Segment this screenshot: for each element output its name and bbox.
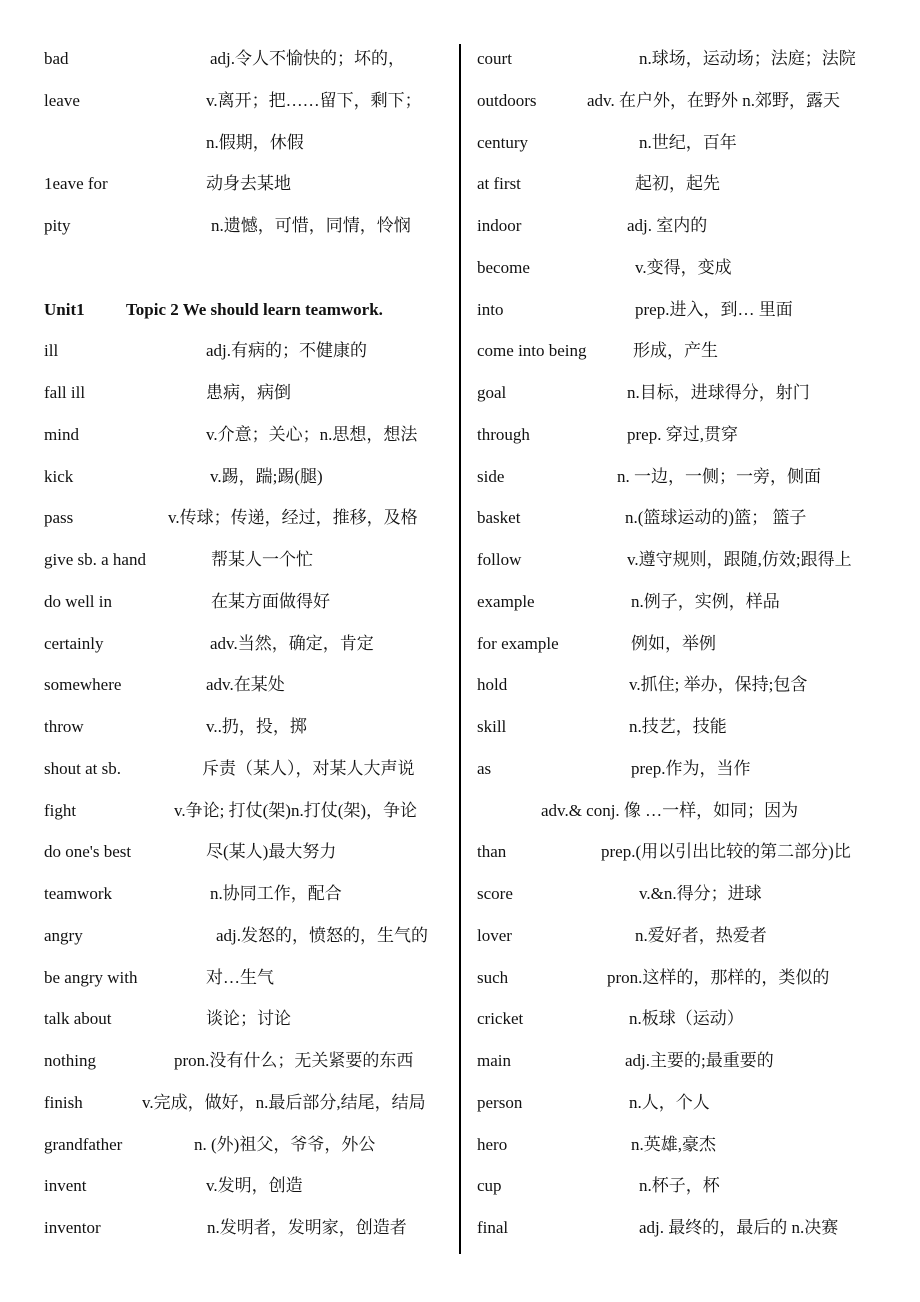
vocab-word: grandfather (44, 1134, 123, 1154)
vocab-row (44, 581, 449, 623)
vocab-definition: adv.当然，确定，肯定 (210, 633, 374, 653)
vocab-row (477, 205, 882, 247)
vocab-definition: n.杯子，杯 (639, 1176, 720, 1196)
vocab-definition: 起初，起先 (635, 174, 720, 194)
column-divider (459, 44, 461, 1254)
vocab-definition: n.发明者，发明家，创造者 (207, 1218, 407, 1237)
vocab-word: invent (44, 1176, 87, 1196)
vocab-word: shout at sb. (44, 758, 121, 778)
vocab-row (44, 497, 449, 539)
vocab-word: inventor (44, 1218, 101, 1237)
vocab-definition: 例如，举例 (631, 633, 716, 653)
vocab-row (44, 1165, 449, 1207)
vocab-row (477, 38, 882, 80)
vocab-definition: v.&n.得分；进球 (639, 884, 762, 903)
vocab-definition: 谈论；讨论 (206, 1009, 291, 1029)
vocab-definition: n. (外)祖父，爷爷，外公 (194, 1134, 376, 1154)
vocab-definition: 对…生气 (206, 967, 274, 987)
vocab-row (477, 80, 882, 122)
vocab-definition: adj.发怒的，愤怒的，生气的 (216, 925, 429, 945)
vocab-row (477, 706, 882, 748)
vocab-definition: n.爱好者，热爱者 (635, 925, 767, 945)
vocab-row (477, 915, 882, 957)
vocab-word: lover (477, 925, 512, 945)
blank-row (44, 247, 449, 289)
vocab-definition: n.遗憾，可惜，同情，怜悯 (211, 216, 411, 235)
vocab-word: hold (477, 675, 508, 695)
vocab-definition: adj. 最终的，最后的 n.决赛 (639, 1218, 839, 1237)
vocab-word: kick (44, 466, 74, 486)
vocab-definition: prep.进入，到… 里面 (635, 299, 793, 319)
vocab-word: basket (477, 508, 521, 528)
vocab-word: skill (477, 717, 507, 736)
vocab-word: through (477, 424, 530, 444)
vocab-definition: v.遵守规则，跟随,仿效;跟得上 (627, 550, 852, 569)
vocab-word: for example (477, 633, 559, 653)
vocab-word: pass (44, 508, 74, 528)
vocab-definition: n.技艺，技能 (629, 717, 727, 736)
vocab-word: nothing (44, 1051, 96, 1070)
vocab-definition: v..扔，投，掷 (206, 717, 307, 736)
vocab-definition: 形成，产生 (633, 341, 718, 361)
vocab-definition: n.(篮球运动的)篮； 篮子 (625, 508, 807, 528)
vocab-word: fall ill (44, 383, 86, 402)
vocab-definition: 在某方面做得好 (211, 591, 330, 611)
vocab-word: become (477, 257, 530, 277)
vocab-definition: n.世纪，百年 (639, 132, 737, 152)
vocab-row (477, 873, 882, 915)
vocab-word: talk about (44, 1009, 112, 1029)
vocab-row (477, 1124, 882, 1166)
vocab-word: do one's best (44, 842, 132, 862)
vocab-row (44, 706, 449, 748)
vocab-word: somewhere (44, 675, 122, 695)
vocab-row (477, 372, 882, 414)
vocab-word: main (477, 1051, 511, 1070)
vocab-definition: v.离开；把……留下，剩下； (206, 90, 422, 110)
vocab-row (477, 247, 882, 289)
vocab-row (477, 664, 882, 706)
topic-title: Topic 2 We should learn teamwork. (126, 299, 383, 319)
vocab-definition: prep.作为，当作 (631, 758, 751, 778)
vocab-definition: n.目标，进球得分，射门 (627, 383, 810, 402)
vocab-definition: n.球场，运动场；法庭；法院 (639, 49, 856, 68)
vocab-word: side (477, 466, 505, 486)
vocab-word: as (477, 758, 492, 778)
vocab-definition: prep. 穿过,贯穿 (627, 424, 738, 444)
vocab-word: mind (44, 424, 79, 444)
vocab-row (477, 790, 882, 832)
vocab-row (44, 915, 449, 957)
vocab-word: pity (44, 216, 71, 235)
vocab-row (477, 1207, 882, 1249)
vocab-definition: n.英雄,豪杰 (631, 1134, 716, 1154)
vocab-row (477, 163, 882, 205)
vocab-definition: v.传球；传递，经过，推移，及格 (168, 508, 418, 528)
left-vocab-column (44, 38, 449, 1249)
vocab-definition: pron.这样的，那样的，类似的 (607, 967, 830, 987)
vocab-word: do well in (44, 591, 112, 611)
vocab-definition: n.例子，实例，样品 (631, 591, 780, 611)
vocab-word: final (477, 1218, 509, 1237)
vocab-definition: v.完成，做好，n.最后部分,结尾，结局 (142, 1092, 426, 1112)
vocab-row (477, 623, 882, 665)
vocab-row (477, 497, 882, 539)
vocab-word: score (477, 884, 513, 903)
vocab-word: finish (44, 1092, 83, 1112)
vocab-word: court (477, 49, 512, 68)
vocab-definition: v.踢，踹;踢(腿) (210, 466, 323, 486)
vocab-definition: v.抓住; 举办，保持;包含 (629, 675, 808, 695)
vocab-definition: 患病，病倒 (206, 383, 291, 402)
vocab-definition: adj. 室内的 (627, 216, 708, 235)
vocab-word: ill (44, 341, 59, 361)
vocab-row (44, 1082, 449, 1124)
vocab-word: into (477, 299, 504, 319)
vocab-word: follow (477, 550, 522, 569)
vocab-definition: 斥责（某人），对某人大声说 (202, 758, 415, 778)
vocab-row (477, 122, 882, 164)
vocab-definition: v.争论; 打仗(架)n.打仗(架)，争论 (174, 800, 418, 820)
vocab-word: at first (477, 174, 521, 194)
vocab-row (44, 873, 449, 915)
vocab-word: fight (44, 800, 77, 820)
vocab-word: throw (44, 717, 84, 736)
vocab-definition: prep.(用以引出比较的第二部分)比 (601, 842, 851, 862)
vocab-definition: adv. 在户外，在野外 n.郊野，露天 (587, 90, 840, 110)
vocab-definition: n.协同工作，配合 (210, 884, 342, 903)
vocab-definition: v.发明，创造 (206, 1176, 303, 1196)
vocab-row (44, 330, 449, 372)
vocab-definition: v.介意；关心；n.思想，想法 (206, 424, 418, 444)
vocab-row (477, 581, 882, 623)
vocab-row (44, 539, 449, 581)
vocab-row (477, 748, 882, 790)
vocab-row (44, 414, 449, 456)
vocab-row (477, 831, 882, 873)
vocab-definition: pron.没有什么；无关紧要的东西 (174, 1051, 414, 1070)
vocab-row (44, 163, 449, 205)
right-vocab-column (477, 38, 882, 1249)
vocab-row (44, 664, 449, 706)
vocab-row (477, 998, 882, 1040)
vocab-word: 1eave for (44, 174, 108, 194)
vocab-row (477, 1040, 882, 1082)
vocab-row (44, 1040, 449, 1082)
vocab-word: certainly (44, 633, 104, 653)
vocab-definition: n.板球（运动） (629, 1009, 744, 1029)
vocab-word: cup (477, 1176, 502, 1196)
vocab-row (44, 790, 449, 832)
vocab-row (44, 1124, 449, 1166)
vocab-row (44, 998, 449, 1040)
vocab-definition: n.人，个人 (629, 1092, 710, 1112)
vocab-row (44, 748, 449, 790)
vocab-word: come into being (477, 341, 587, 361)
vocab-word: person (477, 1092, 523, 1112)
vocab-word: cricket (477, 1009, 524, 1029)
vocab-definition: adj.主要的;最重要的 (625, 1051, 774, 1070)
vocab-row (477, 1165, 882, 1207)
vocab-row (44, 456, 449, 498)
vocab-definition: adv.在某处 (206, 675, 285, 695)
unit-topic-heading (44, 289, 449, 331)
vocab-row (477, 539, 882, 581)
vocab-row (44, 831, 449, 873)
vocab-row (477, 330, 882, 372)
vocab-row (477, 289, 882, 331)
vocab-word: bad (44, 49, 69, 68)
vocab-definition: adv.& conj. 像 …一样，如同；因为 (541, 800, 799, 820)
vocab-row (44, 623, 449, 665)
vocab-word: outdoors (477, 90, 537, 110)
vocab-row (44, 80, 449, 122)
vocab-definition: 尽(某人)最大努力 (206, 842, 337, 862)
vocab-definition: 帮某人一个忙 (211, 550, 313, 569)
vocab-word: century (477, 132, 528, 152)
vocab-row (477, 456, 882, 498)
vocab-row (44, 1207, 449, 1249)
vocab-row (477, 414, 882, 456)
vocab-word: angry (44, 925, 83, 945)
vocab-word: indoor (477, 216, 522, 235)
vocab-word: give sb. a hand (44, 550, 146, 569)
vocab-definition: v.变得，变成 (635, 257, 732, 277)
vocab-word: example (477, 591, 535, 611)
vocab-word: such (477, 967, 509, 987)
vocab-definition: adj.有病的；不健康的 (206, 341, 368, 361)
vocab-word: goal (477, 383, 507, 402)
vocab-row (44, 38, 449, 80)
vocab-definition: 动身去某地 (206, 174, 291, 194)
vocab-row (44, 205, 449, 247)
vocab-word: hero (477, 1134, 508, 1154)
vocab-row (44, 372, 449, 414)
vocab-word: teamwork (44, 884, 112, 903)
vocab-definition: n. 一边，一侧；一旁，侧面 (617, 466, 821, 486)
vocab-definition: adj.令人不愉快的；坏的， (210, 49, 406, 68)
vocab-row (44, 122, 449, 164)
vocab-word: leave (44, 90, 80, 110)
vocab-word: than (477, 842, 507, 862)
vocab-row (477, 957, 882, 999)
vocab-row (44, 957, 449, 999)
unit-label: Unit1 (44, 299, 85, 319)
vocab-definition: n.假期，休假 (206, 132, 304, 152)
vocab-row (477, 1082, 882, 1124)
vocab-word: be angry with (44, 967, 138, 987)
